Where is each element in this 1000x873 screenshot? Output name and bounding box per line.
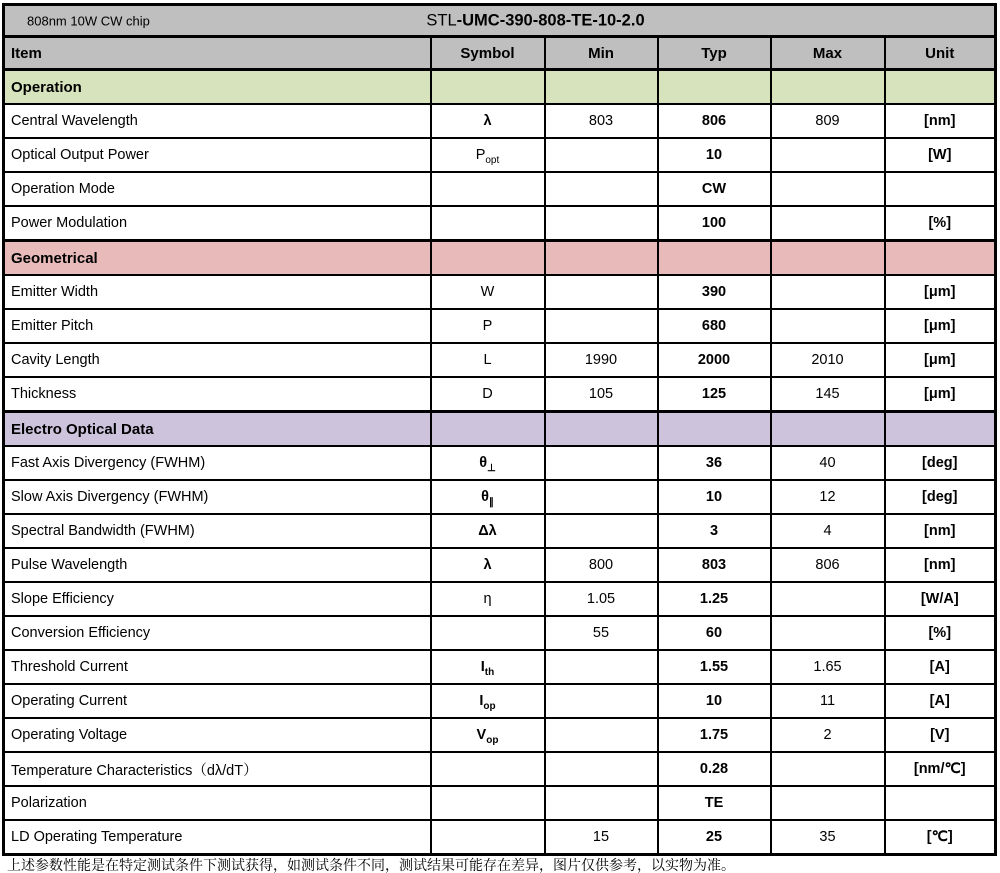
table-row <box>4 377 996 412</box>
unit-cell: [W/A] <box>885 582 996 616</box>
min-cell <box>545 684 658 718</box>
symbol-cell: D <box>431 377 545 412</box>
item-cell: Slow Axis Divergency (FWHM) <box>4 480 431 514</box>
unit-cell: [A] <box>885 650 996 684</box>
unit-cell: [nm] <box>885 104 996 138</box>
column-header-min: Min <box>545 37 658 70</box>
table-row <box>4 752 996 786</box>
typ-cell: 10 <box>658 684 771 718</box>
section-empty-cell <box>431 70 545 105</box>
typ-cell: TE <box>658 786 771 820</box>
section-empty-cell <box>545 412 658 447</box>
min-cell <box>545 206 658 241</box>
column-header-item: Item <box>4 37 431 70</box>
unit-cell: [deg] <box>885 480 996 514</box>
table-row <box>4 206 996 241</box>
item-cell: Emitter Pitch <box>4 309 431 343</box>
symbol-cell: P <box>431 309 545 343</box>
max-cell: 4 <box>771 514 885 548</box>
column-header-max: Max <box>771 37 885 70</box>
column-header-unit: Unit <box>885 37 996 70</box>
spec-table <box>2 3 997 856</box>
typ-cell: 25 <box>658 820 771 855</box>
min-cell <box>545 172 658 206</box>
max-cell <box>771 206 885 241</box>
item-cell: Polarization <box>4 786 431 820</box>
section-empty-cell <box>545 70 658 105</box>
item-cell: Operating Current <box>4 684 431 718</box>
table-row <box>4 650 996 684</box>
section-empty-cell <box>545 241 658 276</box>
unit-cell: [μm] <box>885 343 996 377</box>
symbol-cell: $P_{opt}$ <box>431 138 545 172</box>
table-row <box>4 480 996 514</box>
typ-cell: 803 <box>658 548 771 582</box>
min-cell <box>545 309 658 343</box>
item-cell: Threshold Current <box>4 650 431 684</box>
unit-cell: [%] <box>885 616 996 650</box>
min-cell <box>545 446 658 480</box>
max-cell <box>771 309 885 343</box>
max-cell: 2 <box>771 718 885 752</box>
item-cell: Pulse Wavelength <box>4 548 431 582</box>
item-cell: Conversion Efficiency <box>4 616 431 650</box>
table-row <box>4 309 996 343</box>
section-empty-cell <box>885 412 996 447</box>
unit-cell: [℃] <box>885 820 996 855</box>
max-cell: 35 <box>771 820 885 855</box>
table-row <box>4 138 996 172</box>
min-cell <box>545 275 658 309</box>
item-cell: Central Wavelength <box>4 104 431 138</box>
unit-cell <box>885 172 996 206</box>
table-row <box>4 684 996 718</box>
min-cell: 800 <box>545 548 658 582</box>
title-bar-cell <box>4 5 996 37</box>
item-cell: Emitter Width <box>4 275 431 309</box>
unit-cell: [μm] <box>885 377 996 412</box>
table-row <box>4 446 996 480</box>
typ-cell: 100 <box>658 206 771 241</box>
table-row <box>4 820 996 855</box>
symbol-cell <box>431 172 545 206</box>
typ-cell: CW <box>658 172 771 206</box>
typ-cell: 36 <box>658 446 771 480</box>
footnote: 上述参数性能是在特定测试条件下测试获得，如测试条件不同，测试结果可能存在差异，图片仅供参考，以实物为准。 <box>7 857 735 873</box>
column-header-typ: Typ <box>658 37 771 70</box>
min-cell: 55 <box>545 616 658 650</box>
unit-cell: [A] <box>885 684 996 718</box>
model-prefix: STL <box>426 11 457 29</box>
section-empty-cell <box>771 70 885 105</box>
table-row <box>4 172 996 206</box>
unit-cell: [nm] <box>885 548 996 582</box>
section-label: Electro Optical Data <box>4 412 431 447</box>
typ-cell: 0.28 <box>658 752 771 786</box>
max-cell <box>771 138 885 172</box>
item-cell: Spectral Bandwidth (FWHM) <box>4 514 431 548</box>
table-row <box>4 582 996 616</box>
chip-name: 808nm 10W CW chip <box>27 13 150 28</box>
section-empty-cell <box>771 241 885 276</box>
section-label: Geometrical <box>4 241 431 276</box>
symbol-cell: W <box>431 275 545 309</box>
max-cell: 806 <box>771 548 885 582</box>
item-cell: Fast Axis Divergency (FWHM) <box>4 446 431 480</box>
model-code: -UMC-390-808-TE-10-2.0 <box>456 11 645 29</box>
typ-cell: 125 <box>658 377 771 412</box>
symbol-cell: $\theta_\parallel$ <box>431 480 545 514</box>
section-row <box>4 241 996 276</box>
section-empty-cell <box>885 241 996 276</box>
unit-cell: [μm] <box>885 275 996 309</box>
symbol-cell <box>431 206 545 241</box>
typ-cell: 806 <box>658 104 771 138</box>
typ-cell: 1.55 <box>658 650 771 684</box>
max-cell: 2010 <box>771 343 885 377</box>
min-cell: 1990 <box>545 343 658 377</box>
min-cell <box>545 752 658 786</box>
unit-cell: [V] <box>885 718 996 752</box>
unit-cell: [nm] <box>885 514 996 548</box>
typ-cell: 680 <box>658 309 771 343</box>
symbol-cell: η <box>431 582 545 616</box>
column-header-row <box>4 37 996 70</box>
symbol-cell: λ <box>431 104 545 138</box>
max-cell: 12 <box>771 480 885 514</box>
item-cell: Power Modulation <box>4 206 431 241</box>
table-row <box>4 343 996 377</box>
max-cell: 40 <box>771 446 885 480</box>
symbol-cell: $I_{op}$ <box>431 684 545 718</box>
symbol-cell: $V_{op}$ <box>431 718 545 752</box>
title-bar <box>4 5 996 37</box>
table-row <box>4 275 996 309</box>
min-cell <box>545 514 658 548</box>
symbol-cell <box>431 616 545 650</box>
item-cell: LD Operating Temperature <box>4 820 431 855</box>
section-label: Operation <box>4 70 431 105</box>
section-empty-cell <box>885 70 996 105</box>
typ-cell: 60 <box>658 616 771 650</box>
table-row <box>4 548 996 582</box>
min-cell: 15 <box>545 820 658 855</box>
symbol-cell <box>431 820 545 855</box>
symbol-cell <box>431 752 545 786</box>
min-cell: 105 <box>545 377 658 412</box>
symbol-cell: L <box>431 343 545 377</box>
section-row <box>4 412 996 447</box>
item-cell: Operation Mode <box>4 172 431 206</box>
max-cell <box>771 275 885 309</box>
max-cell <box>771 786 885 820</box>
unit-cell: [W] <box>885 138 996 172</box>
max-cell: 11 <box>771 684 885 718</box>
item-cell: Optical Output Power <box>4 138 431 172</box>
typ-cell: 10 <box>658 480 771 514</box>
min-cell <box>545 480 658 514</box>
column-header-symbol: Symbol <box>431 37 545 70</box>
min-cell <box>545 650 658 684</box>
section-empty-cell <box>771 412 885 447</box>
max-cell <box>771 616 885 650</box>
section-empty-cell <box>658 412 771 447</box>
unit-cell: [μm] <box>885 309 996 343</box>
typ-cell: 3 <box>658 514 771 548</box>
symbol-cell: $\theta_\perp$ <box>431 446 545 480</box>
max-cell: 809 <box>771 104 885 138</box>
table-row <box>4 718 996 752</box>
min-cell: 1.05 <box>545 582 658 616</box>
item-cell: Slope Efficiency <box>4 582 431 616</box>
unit-cell: [deg] <box>885 446 996 480</box>
unit-cell: [nm/℃] <box>885 752 996 786</box>
min-cell <box>545 138 658 172</box>
item-cell: Operating Voltage <box>4 718 431 752</box>
section-empty-cell <box>431 241 545 276</box>
typ-cell: 1.75 <box>658 718 771 752</box>
table-row <box>4 786 996 820</box>
section-empty-cell <box>658 70 771 105</box>
table-row <box>4 514 996 548</box>
symbol-cell: $I_{th}$ <box>431 650 545 684</box>
section-row <box>4 70 996 105</box>
max-cell: 145 <box>771 377 885 412</box>
min-cell: 803 <box>545 104 658 138</box>
symbol-cell: Δλ <box>431 514 545 548</box>
table-row <box>4 616 996 650</box>
max-cell <box>771 582 885 616</box>
item-cell: Cavity Length <box>4 343 431 377</box>
max-cell: 1.65 <box>771 650 885 684</box>
typ-cell: 10 <box>658 138 771 172</box>
typ-cell: 1.25 <box>658 582 771 616</box>
min-cell <box>545 786 658 820</box>
section-empty-cell <box>431 412 545 447</box>
max-cell <box>771 752 885 786</box>
typ-cell: 390 <box>658 275 771 309</box>
min-cell <box>545 718 658 752</box>
section-empty-cell <box>658 241 771 276</box>
table-row <box>4 104 996 138</box>
unit-cell: [%] <box>885 206 996 241</box>
item-cell: Temperature Characteristics（dλ/dT） <box>4 752 431 786</box>
model-number <box>77 11 994 30</box>
unit-cell <box>885 786 996 820</box>
max-cell <box>771 172 885 206</box>
symbol-cell <box>431 786 545 820</box>
item-cell: Thickness <box>4 377 431 412</box>
symbol-cell: λ <box>431 548 545 582</box>
typ-cell: 2000 <box>658 343 771 377</box>
